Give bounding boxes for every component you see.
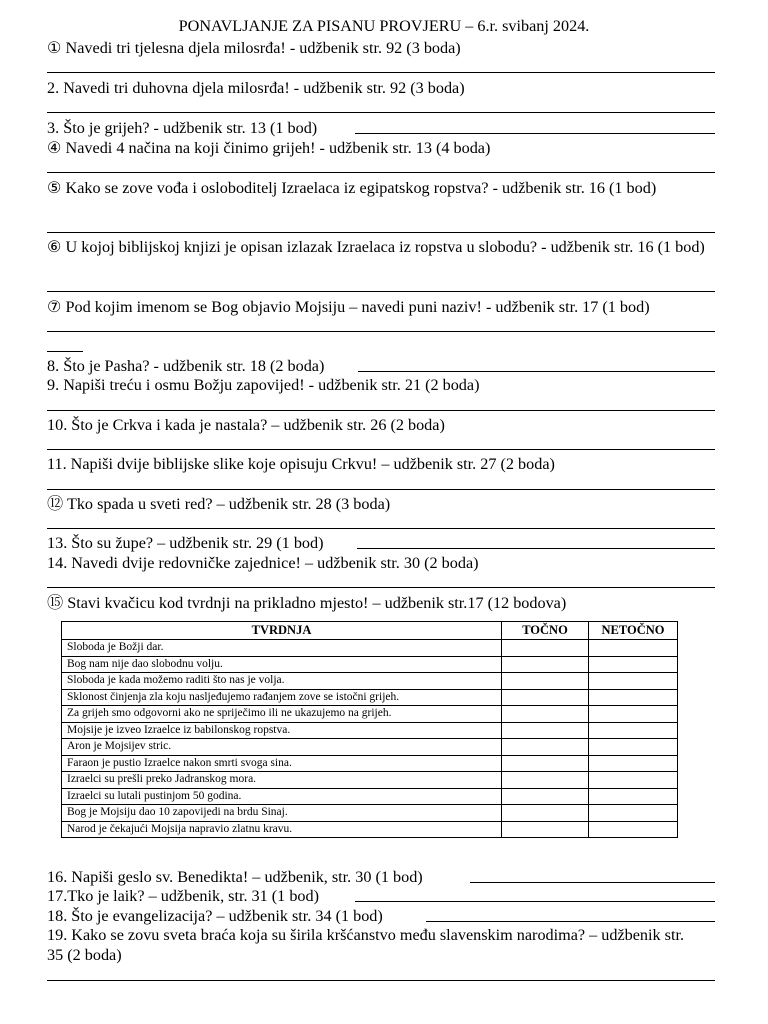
false-checkbox-cell[interactable] bbox=[589, 656, 678, 673]
true-checkbox-cell[interactable] bbox=[502, 821, 589, 838]
answer-line-11 bbox=[47, 489, 715, 490]
false-checkbox-cell[interactable] bbox=[589, 755, 678, 772]
question-12: ⑫ Tko spada u sveti red? – udžbenik str. 28 (3 boda) bbox=[47, 495, 391, 513]
true-checkbox-cell[interactable] bbox=[502, 805, 589, 822]
table-row bbox=[62, 805, 678, 822]
question-7: ⑦ Pod kojim imenom se Bog objavio Mojsiju – navedi puni naziv! - udžbenik str. 17 (1 bod) bbox=[47, 298, 650, 316]
false-checkbox-cell[interactable] bbox=[589, 640, 678, 657]
table-row bbox=[62, 755, 678, 772]
question-13: 13. Što su župe? – udžbenik str. 29 (1 bod) bbox=[47, 534, 324, 552]
table-header-row bbox=[62, 622, 678, 640]
question-10: 10. Što je Crkva i kada je nastala? – udžbenik str. 26 (2 boda) bbox=[47, 416, 445, 434]
answer-line-7a bbox=[47, 331, 715, 332]
answer-line-18 bbox=[426, 921, 715, 922]
answer-line-6 bbox=[47, 291, 715, 292]
answer-line-12 bbox=[47, 528, 715, 529]
false-checkbox-cell[interactable] bbox=[589, 722, 678, 739]
answer-line-7b bbox=[47, 351, 83, 352]
statement-cell: Izraelci su prešli preko Jadranskog mora. bbox=[62, 772, 502, 789]
question-11: 11. Napiši dvije biblijske slike koje opisuju Crkvu! – udžbenik str. 27 (2 boda) bbox=[47, 455, 555, 473]
false-checkbox-cell[interactable] bbox=[589, 706, 678, 723]
answer-line-17 bbox=[355, 901, 715, 902]
true-checkbox-cell[interactable] bbox=[502, 656, 589, 673]
question-2: 2. Navedi tri duhovna djela milosrđa! - udžbenik str. 92 (3 boda) bbox=[47, 79, 465, 97]
table-row bbox=[62, 821, 678, 838]
table-row bbox=[62, 788, 678, 805]
table-row bbox=[62, 689, 678, 706]
true-checkbox-cell[interactable] bbox=[502, 772, 589, 789]
answer-line-3 bbox=[355, 133, 715, 134]
question-18: 18. Što je evangelizacija? – udžbenik str. 34 (1 bod) bbox=[47, 907, 383, 925]
false-checkbox-cell[interactable] bbox=[589, 739, 678, 756]
true-checkbox-cell[interactable] bbox=[502, 722, 589, 739]
page-title: PONAVLJANJE ZA PISANU PROVJERU – 6.r. svibanj 2024. bbox=[178, 17, 590, 35]
question-16: 16. Napiši geslo sv. Benedikta! – udžbenik, str. 30 (1 bod) bbox=[47, 868, 423, 886]
false-checkbox-cell[interactable] bbox=[589, 673, 678, 690]
table-row bbox=[62, 739, 678, 756]
statement-cell: Sloboda je kada možemo raditi što nas je volja. bbox=[62, 673, 502, 690]
statement-cell: Sklonost činjenja zla koju nasljeđujemo rađanjem zove se istočni grijeh. bbox=[62, 689, 502, 706]
answer-line-13 bbox=[357, 548, 715, 549]
statement-cell: Izraelci su lutali pustinjom 50 godina. bbox=[62, 788, 502, 805]
header-true: TOČNO bbox=[502, 622, 589, 640]
statement-cell: Za grijeh smo odgovorni ako ne spriječimo ili ne ukazujemo na grijeh. bbox=[62, 706, 502, 723]
statement-cell: Bog nam nije dao slobodnu volju. bbox=[62, 656, 502, 673]
answer-line-4 bbox=[47, 172, 715, 173]
table-row bbox=[62, 722, 678, 739]
question-3: 3. Što je grijeh? - udžbenik str. 13 (1 bod) bbox=[47, 119, 318, 137]
false-checkbox-cell[interactable] bbox=[589, 772, 678, 789]
question-14: 14. Navedi dvije redovničke zajednice! – udžbenik str. 30 (2 boda) bbox=[47, 554, 479, 572]
statements-table bbox=[61, 621, 678, 838]
table-row bbox=[62, 673, 678, 690]
table-row bbox=[62, 772, 678, 789]
true-checkbox-cell[interactable] bbox=[502, 640, 589, 657]
question-17: 17.Tko je laik? – udžbenik, str. 31 (1 bod) bbox=[47, 887, 319, 905]
statement-cell: Aron je Mojsijev stric. bbox=[62, 739, 502, 756]
question-8: 8. Što je Pasha? - udžbenik str. 18 (2 boda) bbox=[47, 357, 325, 375]
true-checkbox-cell[interactable] bbox=[502, 739, 589, 756]
false-checkbox-cell[interactable] bbox=[589, 788, 678, 805]
answer-line-16 bbox=[470, 882, 715, 883]
answer-line-19 bbox=[47, 980, 715, 981]
answer-line-8 bbox=[358, 371, 715, 372]
answer-line-9 bbox=[47, 410, 715, 411]
table-row bbox=[62, 656, 678, 673]
question-15: ⑮ Stavi kvačicu kod tvrdnji na prikladno mjesto! – udžbenik str.17 (12 bodova) bbox=[47, 594, 567, 612]
true-checkbox-cell[interactable] bbox=[502, 689, 589, 706]
header-false: NETOČNO bbox=[589, 622, 678, 640]
answer-line-1 bbox=[47, 72, 715, 73]
true-checkbox-cell[interactable] bbox=[502, 673, 589, 690]
statement-cell: Bog je Mojsiju dao 10 zapovijedi na brdu Sinaj. bbox=[62, 805, 502, 822]
question-19: 19. Kako se zovu sveta braća koja su širila kršćanstvo među slavenskim narodima? – udžbenik str. 35 (2 boda) bbox=[47, 926, 684, 964]
false-checkbox-cell[interactable] bbox=[589, 689, 678, 706]
question-6: ⑥ U kojoj biblijskoj knjizi je opisan izlazak Izraelaca iz ropstva u slobodu? - udžbenik str. 16 (1 bod) bbox=[47, 238, 705, 256]
answer-line-14 bbox=[47, 587, 715, 588]
answer-line-5 bbox=[47, 232, 715, 233]
question-5: ⑤ Kako se zove vođa i osloboditelj Izraelaca iz egipatskog ropstva? - udžbenik str. 16 (1 bod) bbox=[47, 179, 657, 197]
header-statement: TVRDNJA bbox=[62, 622, 502, 640]
true-checkbox-cell[interactable] bbox=[502, 788, 589, 805]
question-9: 9. Napiši treću i osmu Božju zapovijed! - udžbenik str. 21 (2 boda) bbox=[47, 376, 480, 394]
question-3-row bbox=[47, 118, 317, 138]
answer-line-10 bbox=[47, 449, 715, 450]
table-row bbox=[62, 640, 678, 657]
question-1: ① Navedi tri tjelesna djela milosrđa! - udžbenik str. 92 (3 boda) bbox=[47, 39, 461, 57]
true-checkbox-cell[interactable] bbox=[502, 706, 589, 723]
statement-cell: Narod je čekajući Mojsija napravio zlatnu kravu. bbox=[62, 821, 502, 838]
question-4: ④ Navedi 4 načina na koji činimo grijeh! - udžbenik str. 13 (4 boda) bbox=[47, 139, 491, 157]
statement-cell: Faraon je pustio Izraelce nakon smrti svoga sina. bbox=[62, 755, 502, 772]
statement-cell: Mojsije je izveo Izraelce iz babilonskog ropstva. bbox=[62, 722, 502, 739]
true-checkbox-cell[interactable] bbox=[502, 755, 589, 772]
table-row bbox=[62, 706, 678, 723]
answer-line-2 bbox=[47, 112, 715, 113]
statement-cell: Sloboda je Božji dar. bbox=[62, 640, 502, 657]
false-checkbox-cell[interactable] bbox=[589, 821, 678, 838]
false-checkbox-cell[interactable] bbox=[589, 805, 678, 822]
